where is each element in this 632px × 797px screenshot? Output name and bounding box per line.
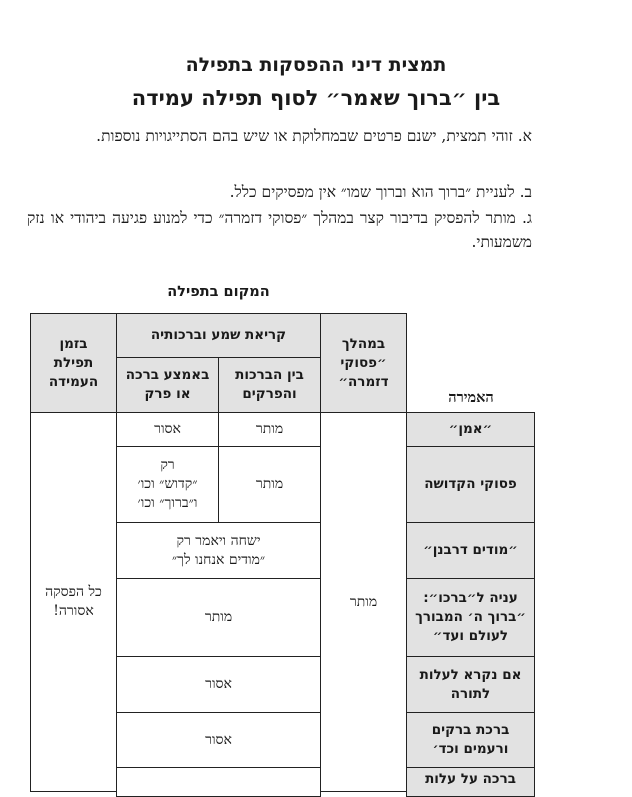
header-shema-blessings: קריאת שמע וברכותיה [116, 313, 321, 358]
header-utterance: האמירה [448, 389, 494, 406]
header-mid-blessing: באמצע ברכה או פרק [116, 357, 219, 413]
amida-ruling: כל הפסקה אסורה! [30, 412, 117, 792]
row-label-aliya: אם נקרא לעלות לתורה [406, 656, 535, 713]
row-label-barchu: עניה ל״ברכו״: ״ברוך ה׳ המבורך לעולם ועד״ [406, 578, 535, 657]
row-label-thunder: ברכת ברקים ורעמים וכד׳ [406, 712, 535, 768]
aliya-shema-ruling: אסור [116, 656, 321, 713]
partial-shema-ruling [116, 767, 321, 797]
row-label-modim: ״מודים דרבנן״ [406, 522, 535, 579]
kedusha-middle-ruling: רק ״קדוש״ וכו׳ ו״ברוך״ וכו׳ [116, 446, 219, 523]
intro-paragraph-a: א. זוהי תמצית, ישנם פרטים שבמחלוקת או שיש בהם הסתייגויות נוספות. [96, 127, 532, 145]
row-label-amen: ״אמן״ [406, 412, 535, 447]
amen-middle-ruling: אסור [116, 412, 219, 447]
header-between-blessings: בין הברכות והפרקים [218, 357, 321, 413]
page-subtitle: בין ״ברוך שאמר״ לסוף תפילה עמידה [131, 86, 501, 110]
barchu-shema-ruling: מותר [116, 578, 321, 657]
pesukei-dezimra-ruling: מותר [320, 412, 407, 792]
intro-paragraph-c: ג. מותר להפסיק בדיבור קצר במהלך ״פסוקי דזמרה״ כדי למנוע פגיעה ביהודי או נזק משמעותי. [27, 209, 532, 251]
kedusha-between-ruling: מותר [218, 446, 321, 523]
modim-shema-ruling: ישחה ויאמר רק ״מודים אנחנו לך״ [116, 522, 321, 579]
header-pesukei-dezimra: במהלך ״פסוקי דזמרה״ [320, 313, 407, 413]
intro-paragraph-b: ב. לעניית ״ברוך הוא וברוך שמו״ אין מפסיקים כלל. [229, 183, 532, 201]
row-label-partial: ברכה על עלות [406, 767, 535, 797]
page-title: תמצית דיני ההפסקות בתפילה [185, 54, 447, 76]
table-place-heading: המקום בתפילה [167, 284, 270, 300]
amen-between-ruling: מותר [218, 412, 321, 447]
row-label-kedusha: פסוקי הקדושה [406, 446, 535, 523]
header-amida: בזמן תפילת העמידה [30, 313, 117, 413]
thunder-shema-ruling: אסור [116, 712, 321, 768]
